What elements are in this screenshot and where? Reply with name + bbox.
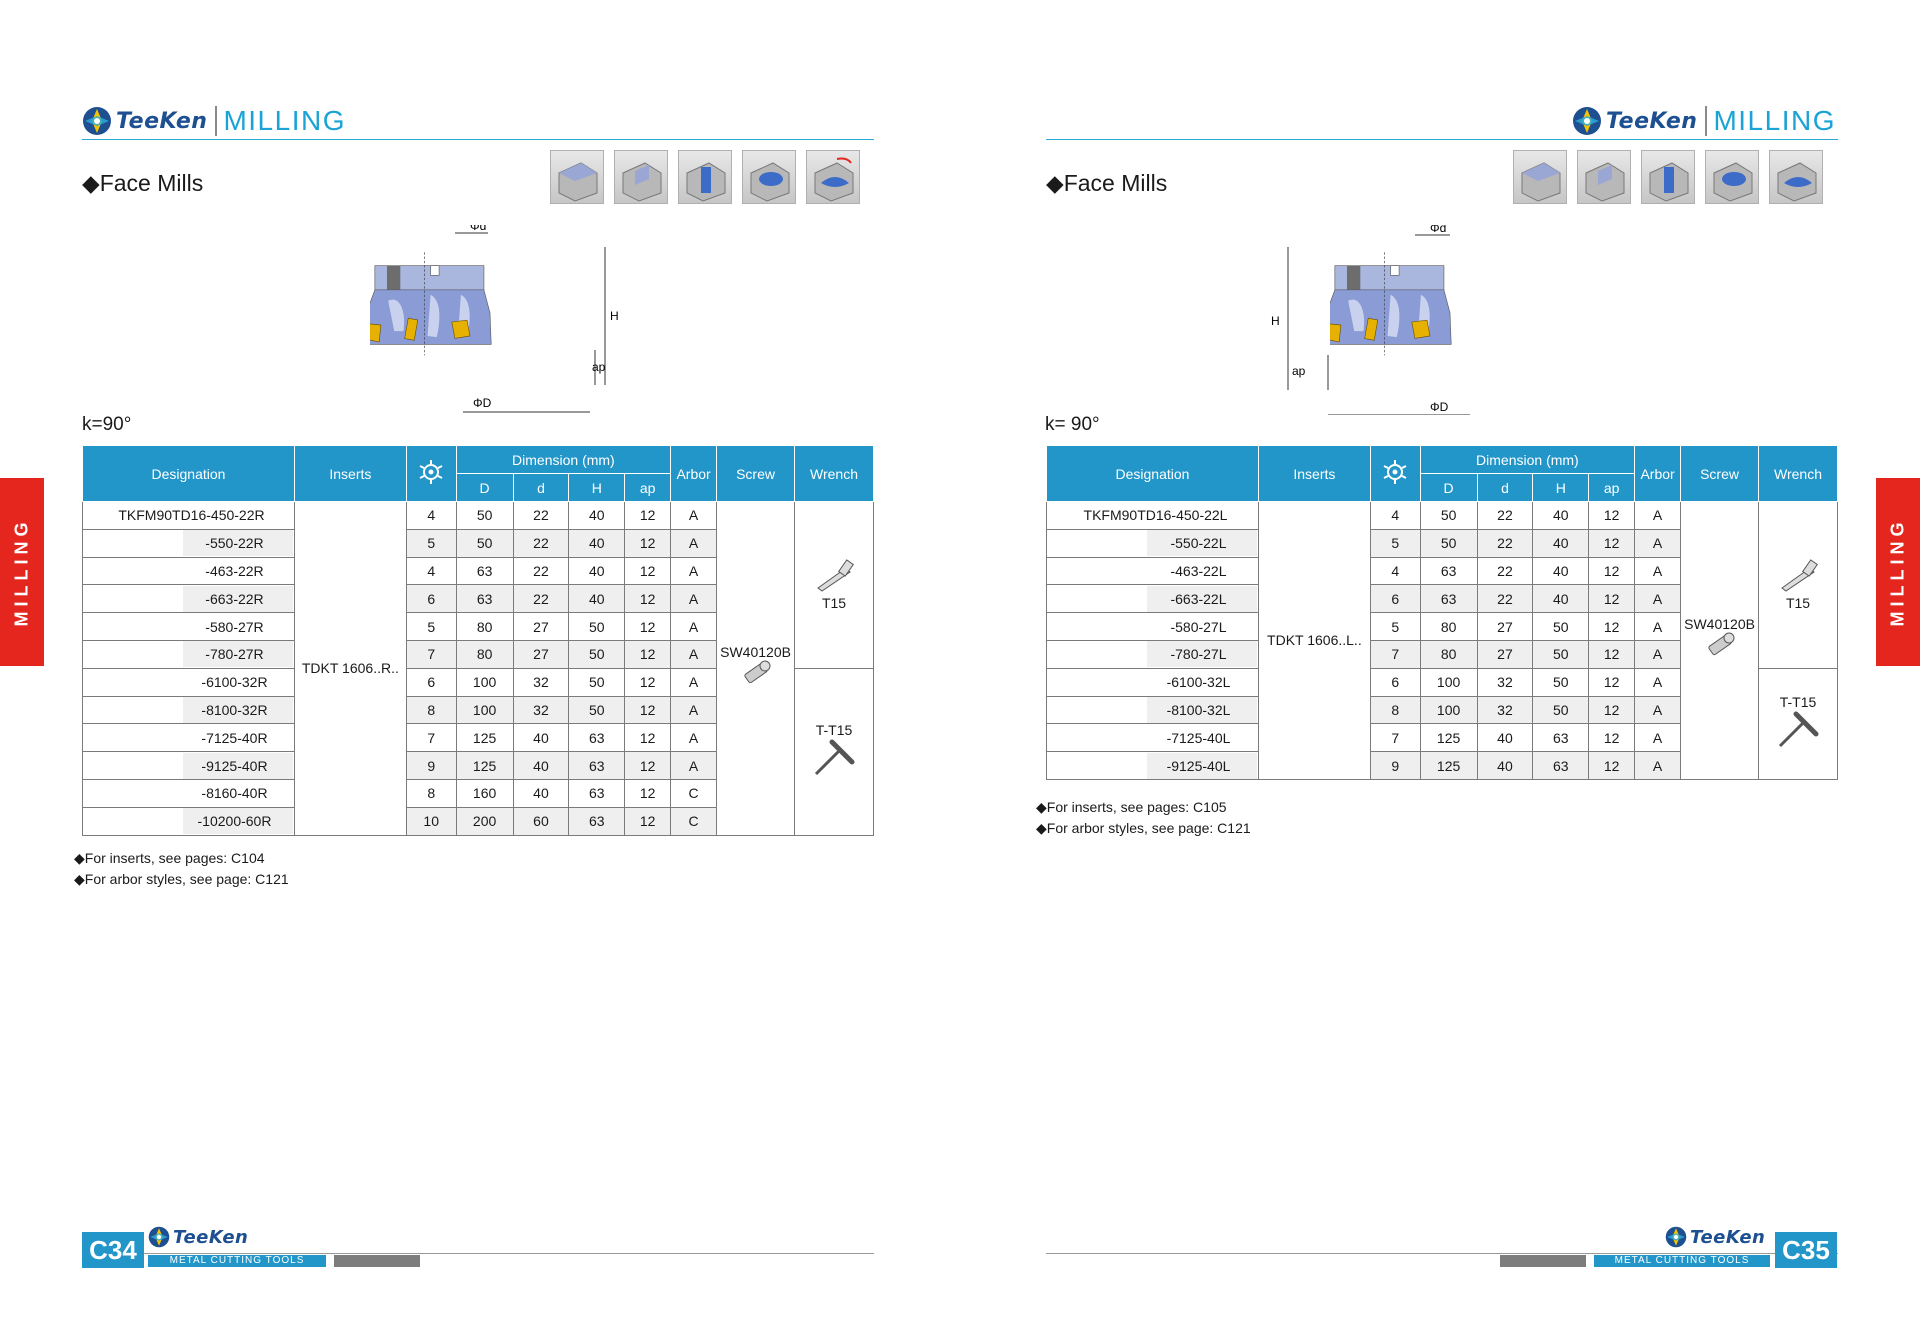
designation-text: -663-22R	[183, 586, 293, 612]
designation-cell	[1047, 696, 1259, 724]
ap-cell: 12	[625, 529, 671, 557]
d-cell: 27	[1477, 640, 1533, 668]
teeth-cell: 7	[1370, 640, 1420, 668]
operation-icons	[550, 150, 860, 204]
D-cell: 50	[1420, 529, 1477, 557]
ap-cell: 12	[1589, 668, 1635, 696]
teeth-cell: 6	[406, 668, 456, 696]
H-cell: 50	[569, 613, 625, 641]
H-cell: 50	[1533, 668, 1589, 696]
D-cell: 125	[1420, 724, 1477, 752]
D-cell: 100	[1420, 668, 1477, 696]
designation-text: -8100-32R	[183, 697, 293, 723]
col-wrench: Wrench	[795, 446, 874, 502]
ap-cell: 12	[625, 696, 671, 724]
designation-cell	[1047, 585, 1259, 613]
d-cell: 40	[1477, 724, 1533, 752]
screw-label: SW40120B	[1684, 615, 1755, 632]
teeth-cell: 8	[1370, 696, 1420, 724]
col-ap: ap	[625, 474, 671, 502]
logo-icon	[1665, 1226, 1687, 1248]
designation-cell	[1047, 640, 1259, 668]
ap-cell: 12	[625, 668, 671, 696]
brand-logo	[82, 106, 207, 136]
teeth-cell: 7	[1370, 724, 1420, 752]
footnote-inserts: ◆For inserts, see pages: C105	[1036, 799, 1227, 815]
H-cell: 50	[569, 640, 625, 668]
ap-cell: 12	[625, 557, 671, 585]
wrench-label: T15	[1785, 595, 1811, 612]
d-dim-label: Φd	[1430, 225, 1447, 235]
H-cell: 40	[1533, 557, 1589, 585]
teeth-cell: 5	[406, 529, 456, 557]
teeth-cell: 7	[406, 640, 456, 668]
logo-icon	[1572, 106, 1602, 136]
page-title: ◆Face Mills	[82, 170, 204, 196]
arbor-cell: A	[1635, 640, 1681, 668]
footer-gray-bar	[334, 1255, 420, 1267]
D-cell: 80	[1420, 613, 1477, 641]
col-D: D	[456, 474, 513, 502]
H-cell: 40	[569, 529, 625, 557]
designation-text: -550-22R	[183, 530, 293, 556]
teeth-cell: 4	[1370, 557, 1420, 585]
D-cell: 63	[1420, 557, 1477, 585]
logo-text: TeeKen	[116, 108, 208, 134]
footer-rule	[82, 1253, 874, 1254]
d-cell: 40	[1477, 752, 1533, 780]
teeth-cell: 4	[406, 502, 456, 530]
H-cell: 50	[1533, 640, 1589, 668]
footer-rule-right	[1046, 1253, 1838, 1254]
teeth-cell: 4	[1370, 502, 1420, 530]
side-tab-label: MILLING	[1887, 517, 1908, 627]
D-cell: 80	[456, 613, 513, 641]
designation-cell	[1047, 529, 1259, 557]
D-cell: 100	[456, 696, 513, 724]
H-cell: 50	[1533, 613, 1589, 641]
col-inserts: Inserts	[294, 446, 406, 502]
arbor-cell: A	[1635, 585, 1681, 613]
designation-text: -6100-32L	[1166, 674, 1231, 691]
D-cell: 125	[456, 752, 513, 780]
arbor-cell: A	[671, 529, 717, 557]
d-cell: 22	[513, 585, 569, 613]
D-cell: 160	[456, 779, 513, 807]
table-row	[83, 502, 874, 530]
designation-cell	[83, 807, 295, 835]
h-dim-label: H	[1271, 314, 1280, 328]
designation-text: -580-27L	[1170, 618, 1227, 635]
col-screw: Screw	[1681, 446, 1759, 502]
wrench-label: T-T15	[815, 722, 853, 739]
ap-cell: 12	[625, 724, 671, 752]
H-cell: 40	[1533, 585, 1589, 613]
arbor-cell: A	[671, 752, 717, 780]
teeth-cell: 6	[406, 585, 456, 613]
cutter-diagram-right	[1270, 225, 1600, 415]
D-cell: 100	[456, 668, 513, 696]
wrench-label: T-T15	[1779, 694, 1817, 711]
arbor-cell: C	[671, 807, 717, 835]
col-teeth	[406, 446, 456, 502]
inserts-cell: TDKT 1606..L..	[1258, 502, 1370, 780]
H-cell: 63	[569, 779, 625, 807]
operation-icons-right	[1513, 150, 1823, 204]
ap-dim-label: ap	[1292, 364, 1306, 378]
footer-tagline: METAL CUTTING TOOLS	[148, 1255, 326, 1267]
arbor-cell: A	[1635, 752, 1681, 780]
screw-icon	[1703, 632, 1737, 662]
d-cell: 40	[513, 752, 569, 780]
teeth-cell: 7	[406, 724, 456, 752]
H-cell: 40	[1533, 529, 1589, 557]
designation-cell	[83, 779, 295, 807]
t-wrench-icon	[1776, 710, 1820, 750]
d-cell: 22	[513, 529, 569, 557]
designation-text: -550-22L	[1147, 530, 1257, 556]
cutter-diagram	[360, 225, 690, 415]
H-cell: 40	[569, 585, 625, 613]
col-arbor: Arbor	[671, 446, 717, 502]
D-cell: 200	[456, 807, 513, 835]
designation-cell	[83, 529, 295, 557]
teeth-cell: 10	[406, 807, 456, 835]
H-cell: 63	[569, 724, 625, 752]
ap-cell: 12	[625, 502, 671, 530]
teeth-cell: 8	[406, 696, 456, 724]
designation-cell	[83, 668, 295, 696]
D-cell: 80	[1420, 640, 1477, 668]
d-cell: 27	[513, 640, 569, 668]
footer-gray-bar	[1500, 1255, 1586, 1267]
d-dim-label: Φd	[470, 225, 487, 233]
screw-cell	[1681, 502, 1759, 780]
arbor-cell: A	[671, 724, 717, 752]
side-tab-left	[0, 478, 44, 666]
d-cell: 22	[1477, 529, 1533, 557]
ap-cell: 12	[1589, 752, 1635, 780]
d-cell: 22	[513, 557, 569, 585]
screw-label: SW40120B	[720, 643, 791, 660]
designation-text: TKFM90TD16-450-22R	[118, 507, 265, 524]
designation-cell	[83, 696, 295, 724]
d-cell: 22	[513, 502, 569, 530]
designation-cell	[83, 724, 295, 752]
teeth-cell: 4	[406, 557, 456, 585]
arbor-cell: C	[671, 779, 717, 807]
designation-text: -580-27R	[205, 618, 264, 635]
col-H: H	[1533, 474, 1589, 502]
face-milling-icon	[550, 150, 604, 204]
d-cell: 60	[513, 807, 569, 835]
header-rule	[82, 139, 874, 140]
side-tab-label: MILLING	[11, 517, 32, 627]
footer-logo-text: TeeKen	[1690, 1226, 1766, 1248]
designation-text: -780-27R	[183, 641, 293, 667]
header-separator	[1705, 106, 1707, 136]
col-D: D	[1420, 474, 1477, 502]
designation-text: -8160-40R	[201, 785, 268, 802]
col-designation: Designation	[1047, 446, 1259, 502]
footer-logo-right	[1665, 1226, 1765, 1248]
ap-cell: 12	[1589, 640, 1635, 668]
screw-cell	[717, 502, 795, 836]
footer-tagline: METAL CUTTING TOOLS	[1594, 1255, 1770, 1267]
ap-cell: 12	[625, 585, 671, 613]
D-cell: 50	[456, 502, 513, 530]
H-cell: 40	[569, 557, 625, 585]
d-cell: 32	[1477, 668, 1533, 696]
ap-cell: 12	[625, 613, 671, 641]
ap-cell: 12	[1589, 585, 1635, 613]
page-header-right	[1572, 100, 1836, 142]
footer-logo-text: TeeKen	[173, 1226, 249, 1248]
footer-logo	[148, 1226, 248, 1248]
D-cell: 125	[1420, 752, 1477, 780]
ap-cell: 12	[1589, 529, 1635, 557]
side-tab-right	[1876, 478, 1920, 666]
section-header: MILLING	[1713, 105, 1836, 136]
logo-text: TeeKen	[1606, 108, 1698, 134]
header-separator	[215, 106, 217, 136]
spec-table-right	[1046, 445, 1838, 780]
designation-text: -6100-32R	[201, 674, 268, 691]
col-H: H	[569, 474, 625, 502]
arbor-cell: A	[1635, 696, 1681, 724]
arbor-cell: A	[671, 696, 717, 724]
col-d: d	[1477, 474, 1533, 502]
d-cell: 40	[513, 724, 569, 752]
ap-cell: 12	[1589, 613, 1635, 641]
footnote-arbor: ◆For arbor styles, see page: C121	[74, 871, 289, 887]
arbor-cell: A	[1635, 613, 1681, 641]
spec-table-body	[1047, 502, 1838, 780]
col-inserts: Inserts	[1258, 446, 1370, 502]
brand-logo	[1572, 106, 1697, 136]
designation-text: -663-22L	[1147, 586, 1257, 612]
arbor-cell: A	[671, 585, 717, 613]
col-teeth	[1370, 446, 1420, 502]
ramping-icon	[806, 150, 860, 204]
teeth-cell: 5	[1370, 529, 1420, 557]
d-cell: 32	[1477, 696, 1533, 724]
H-cell: 63	[1533, 724, 1589, 752]
d-cell: 32	[513, 668, 569, 696]
designation-cell	[83, 557, 295, 585]
ap-cell: 12	[1589, 696, 1635, 724]
designation-cell	[83, 752, 295, 780]
pocket-milling-icon	[742, 150, 796, 204]
designation-cell	[1047, 668, 1259, 696]
page-header	[82, 100, 346, 142]
pocket-milling-icon	[1705, 150, 1759, 204]
D-cell: 50	[1420, 502, 1477, 530]
ap-cell: 12	[1589, 557, 1635, 585]
col-screw: Screw	[717, 446, 795, 502]
wrench-cell-1	[1759, 502, 1838, 669]
shoulder-milling-icon	[614, 150, 668, 204]
d-cell: 27	[513, 613, 569, 641]
page-number-right: C35	[1775, 1232, 1837, 1268]
h-dim-label: H	[610, 309, 619, 323]
col-dimension: Dimension (mm)	[456, 446, 670, 474]
teeth-cell: 8	[406, 779, 456, 807]
designation-text: -9125-40L	[1147, 753, 1257, 779]
D-dim-label: ΦD	[1430, 400, 1449, 414]
designation-text: -10200-60R	[183, 808, 293, 834]
page-title-right: ◆Face Mills	[1046, 170, 1168, 196]
arbor-cell: A	[1635, 668, 1681, 696]
lead-angle-label: k=90°	[82, 414, 132, 435]
designation-cell	[1047, 752, 1259, 780]
arbor-cell: A	[1635, 502, 1681, 530]
col-dimension: Dimension (mm)	[1420, 446, 1634, 474]
ap-cell: 12	[625, 752, 671, 780]
section-header: MILLING	[223, 105, 346, 136]
ap-cell: 12	[1589, 502, 1635, 530]
arbor-cell: A	[1635, 724, 1681, 752]
table-row	[1047, 502, 1838, 530]
slot-milling-icon	[678, 150, 732, 204]
col-d: d	[513, 474, 569, 502]
footnotes	[74, 848, 289, 890]
spec-table-body	[83, 502, 874, 836]
teeth-cell: 5	[406, 613, 456, 641]
logo-icon	[148, 1226, 170, 1248]
teeth-cell: 9	[406, 752, 456, 780]
shoulder-milling-icon	[1577, 150, 1631, 204]
l-wrench-icon	[1776, 558, 1820, 592]
t-wrench-icon	[812, 738, 856, 778]
H-cell: 40	[569, 502, 625, 530]
inserts-cell: TDKT 1606..R..	[294, 502, 406, 836]
logo-icon	[82, 106, 112, 136]
teeth-cell: 5	[1370, 613, 1420, 641]
ap-cell: 12	[625, 779, 671, 807]
col-designation: Designation	[83, 446, 295, 502]
face-milling-icon	[1513, 150, 1567, 204]
ap-cell: 12	[625, 807, 671, 835]
designation-cell	[1047, 557, 1259, 585]
slot-milling-icon	[1641, 150, 1695, 204]
teeth-cell: 6	[1370, 668, 1420, 696]
teeth-cell: 9	[1370, 752, 1420, 780]
D-cell: 63	[1420, 585, 1477, 613]
d-cell: 40	[513, 779, 569, 807]
arbor-cell: A	[671, 613, 717, 641]
wrench-cell-2	[795, 668, 874, 835]
teeth-count-icon	[418, 459, 444, 485]
spec-table	[82, 445, 874, 836]
D-cell: 50	[456, 529, 513, 557]
designation-cell	[83, 502, 295, 530]
designation-cell	[83, 640, 295, 668]
arbor-cell: A	[1635, 557, 1681, 585]
arbor-cell: A	[671, 640, 717, 668]
designation-text: -7125-40R	[201, 729, 268, 746]
D-cell: 63	[456, 557, 513, 585]
screw-icon	[739, 660, 773, 690]
H-cell: 50	[569, 696, 625, 724]
designation-cell	[1047, 724, 1259, 752]
ap-cell: 12	[625, 640, 671, 668]
d-cell: 22	[1477, 557, 1533, 585]
d-cell: 27	[1477, 613, 1533, 641]
H-cell: 50	[569, 668, 625, 696]
H-cell: 63	[569, 752, 625, 780]
designation-text: -780-27L	[1147, 641, 1257, 667]
d-cell: 22	[1477, 585, 1533, 613]
footnote-inserts: ◆For inserts, see pages: C104	[74, 850, 265, 866]
designation-text: -7125-40L	[1166, 729, 1231, 746]
designation-text: -8100-32L	[1147, 697, 1257, 723]
arbor-cell: A	[671, 557, 717, 585]
col-wrench: Wrench	[1759, 446, 1838, 502]
H-cell: 50	[1533, 696, 1589, 724]
teeth-count-icon	[1382, 459, 1408, 485]
l-wrench-icon	[812, 558, 856, 592]
H-cell: 63	[569, 807, 625, 835]
D-cell: 100	[1420, 696, 1477, 724]
d-cell: 22	[1477, 502, 1533, 530]
arbor-cell: A	[671, 502, 717, 530]
footnotes-right	[1036, 797, 1251, 839]
designation-cell	[1047, 613, 1259, 641]
arbor-cell: A	[1635, 529, 1681, 557]
arbor-cell: A	[671, 668, 717, 696]
header-rule-right	[1046, 139, 1838, 140]
ap-dim-label: ap	[592, 360, 606, 374]
designation-text: -463-22R	[205, 562, 264, 579]
wrench-cell-2	[1759, 668, 1838, 779]
d-cell: 32	[513, 696, 569, 724]
ramping-icon	[1769, 150, 1823, 204]
designation-cell	[1047, 502, 1259, 530]
wrench-label: T15	[821, 595, 847, 612]
footnote-arbor: ◆For arbor styles, see page: C121	[1036, 820, 1251, 836]
designation-text: -463-22L	[1170, 562, 1227, 579]
page-number: C34	[82, 1232, 144, 1268]
H-cell: 40	[1533, 502, 1589, 530]
lead-angle-label-right: k= 90°	[1045, 414, 1100, 435]
designation-cell	[83, 613, 295, 641]
D-cell: 125	[456, 724, 513, 752]
H-cell: 63	[1533, 752, 1589, 780]
D-cell: 63	[456, 585, 513, 613]
col-arbor: Arbor	[1635, 446, 1681, 502]
ap-cell: 12	[1589, 724, 1635, 752]
wrench-cell-1	[795, 502, 874, 669]
designation-cell	[83, 585, 295, 613]
designation-text: -9125-40R	[183, 753, 293, 779]
D-cell: 80	[456, 640, 513, 668]
D-dim-label: ΦD	[473, 396, 492, 410]
designation-text: TKFM90TD16-450-22L	[1083, 507, 1228, 524]
teeth-cell: 6	[1370, 585, 1420, 613]
col-ap: ap	[1589, 474, 1635, 502]
